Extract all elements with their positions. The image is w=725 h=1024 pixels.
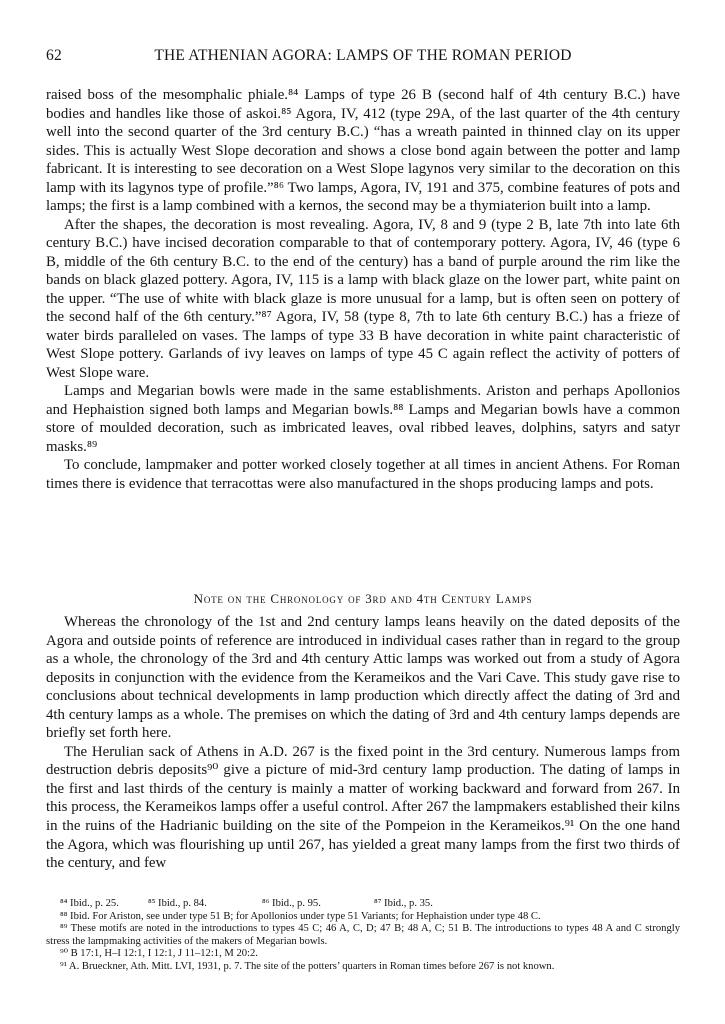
footnotes <box>46 898 680 974</box>
paragraph-conclusion: To conclude, lampmaker and potter worked closely together at all times in ancient Athens. For Roman times there is evidence that terracottas were also manufactured in the shops producing lamps and pots. <box>46 457 680 492</box>
running-title: THE ATHENIAN AGORA: LAMPS OF THE ROMAN PERIOD <box>154 47 572 64</box>
footnote-85: ⁸⁵ Ibid., p. 84. <box>148 898 207 909</box>
footnote-89: ⁸⁹ These motifs are noted in the introductions to types 45 C; 46 A, C, D; 47 B; 48 A, C; 51 B. The introductions to types 48 A and C strongly stress the lampmaking activities of the makers of Megarian bowls. <box>46 923 680 947</box>
paragraph-continued: raised boss of the mesomphalic phiale.⁸⁴ Lamps of type 26 B (second half of 4th century B.C.) have bodies and handles like those of askoi.⁸⁵ Agora, IV, 412 (type 29A, of the last quarter of the 4th century well into the second quarter of the 3rd century B.C.) “has a wreath painted in thinned clay on its upper sides. This is actually West Slope decoration and shows a close bond again between the potter and lamp fabricant. It is interesting to see decoration on a West Slope lagynos very similar to the decoration on this lamp with its lagynos type of profile.”⁸⁶ Two lamps, Agora, IV, 191 and 375, combine features of pots and lamps; the first is a lamp combined with a kernos, the second may be a thymiaterion built into a lamp. <box>46 87 680 214</box>
section-heading: Note on the Chronology of 3rd and 4th Century Lamps <box>193 591 533 606</box>
main-text <box>46 86 680 493</box>
paragraph-decoration: After the shapes, the decoration is most revealing. Agora, IV, 8 and 9 (type 2 B, late 7th into late 6th century B.C.) have incised decoration comparable to that of contemporary pottery. Agora, IV, 46 (type 6 B, middle of the 6th century B.C. to the end of the century) has a band of purple around the rim like the bands on black glazed pottery. Agora, IV, 115 is a lamp with black glaze on the lower part, white paint on the upper. “The use of white with black glaze is more unusual for a lamp, but is often seen on pottery of the second half of the 6th century.”⁸⁷ Agora, IV, 58 (type 8, 7th to late 6th century B.C.) has a frieze of water birds paralleled on vases. The lamps of type 33 B have decoration in white paint characteristic of West Slope pottery. Garlands of ivy leaves on lamps of type 45 C again reflect the activity of potters of West Slope ware. <box>46 216 680 381</box>
paragraph-herulian-sack: The Herulian sack of Athens in A.D. 267 is the fixed point in the 3rd century. Numerous lamps from destruction debris deposits⁹⁰ give a picture of mid-3rd century lamp production. The dating of lamps in the first and last thirds of the century is mainly a matter of working backward and forward from 267. In this process, the Kerameikos lamps offer a useful control. After 267 the lampmakers established their kilns in the ruins of the Hadrianic building on the site of the Pompeion in the Kerameikos.⁹¹ On the one hand the Agora, which was flourishing up until 267, has yielded a great many lamps from the first two thirds of the century, and few <box>46 743 680 872</box>
footnote-90: ⁹⁰ B 17:1, H–I 12:1, I 12:1, J 11–12:1, M 20:2. <box>60 948 258 960</box>
section-text <box>46 613 680 873</box>
footnote-86: ⁸⁶ Ibid., p. 95. <box>262 898 321 909</box>
page-number: 62 <box>46 47 62 64</box>
footnote-88: ⁸⁸ Ibid. For Ariston, see under type 51 B; for Apollonios under type 51 Variants; for Hephaistion under type 48 C. <box>60 910 541 922</box>
paragraph-megarian-bowls: Lamps and Megarian bowls were made in the same establishments. Ariston and perhaps Apollonios and Hephaistion signed both lamps and Megarian bowls.⁸⁸ Lamps and Megarian bowls have a common store of moulded decoration, such as imbricated leaves, oval ribbed leaves, dolphins, satyrs and satyr masks.⁸⁹ <box>46 383 680 455</box>
footnote-84: ⁸⁴ Ibid., p. 25. <box>60 898 119 909</box>
footnote-row-84-87 <box>46 898 680 911</box>
paragraph-chronology: Whereas the chronology of the 1st and 2nd century lamps leans heavily on the dated deposits of the Agora and outside points of reference are introduced in individual cases rather than in regard to the group as a whole, the chronology of the 3rd and 4th century Attic lamps was worked out from a study of Agora deposits in conjunction with the evidence from the Kerameikos and the Vari Cave. This study gave rise to conclusions about technical developments in lamp production which directly affect the dating of 3rd and 4th century lamps as a whole. The premises on which the dating of 3rd and 4th century lamps depends are briefly set forth here. <box>46 614 680 742</box>
page-header <box>46 47 680 69</box>
footnote-87: ⁸⁷ Ibid., p. 35. <box>374 898 433 909</box>
footnote-91: ⁹¹ A. Brueckner, Ath. Mitt. LVI, 1931, p. 7. The site of the potters’ quarters in Roman times before 267 is not known. <box>60 960 555 972</box>
